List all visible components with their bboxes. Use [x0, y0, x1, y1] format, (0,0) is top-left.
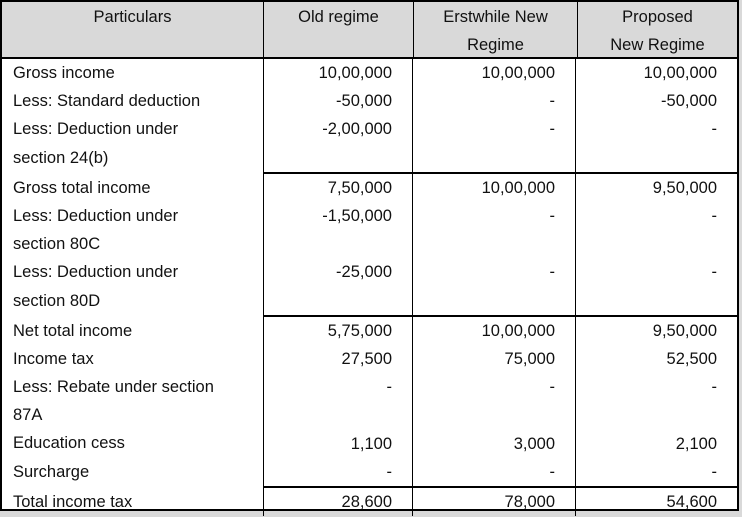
proposed-new-regime-column — [575, 174, 737, 315]
erstwhile-new-regime-value: - — [549, 378, 555, 397]
row-label: Education cess — [13, 434, 125, 453]
old-regime-column — [263, 174, 412, 315]
header-proposed-new-regime — [577, 2, 737, 57]
erstwhile-new-regime-column — [412, 174, 575, 315]
row-label: Less: Deduction under — [13, 263, 179, 282]
old-regime-value: - — [386, 462, 392, 481]
row-label: Income tax — [13, 349, 94, 368]
header-label: Particulars — [93, 8, 172, 26]
row-group — [2, 59, 737, 172]
proposed-new-regime-value: 2,100 — [675, 434, 717, 453]
erstwhile-new-regime-value: - — [549, 263, 555, 282]
old-regime-column — [263, 317, 412, 486]
proposed-new-regime-value: - — [711, 263, 717, 282]
particulars-column — [2, 488, 263, 516]
erstwhile-new-regime-value: 10,00,000 — [481, 64, 555, 82]
row-label: 87A — [13, 406, 43, 425]
proposed-new-regime-column — [575, 488, 737, 516]
old-regime-value: - — [386, 378, 392, 397]
old-regime-value: -50,000 — [336, 92, 392, 111]
proposed-new-regime-value: - — [711, 462, 717, 481]
row-label: Less: Standard deduction — [13, 92, 201, 111]
erstwhile-new-regime-column — [412, 488, 575, 516]
row-label: Less: Deduction under — [13, 206, 179, 225]
row-label: Gross income — [13, 64, 115, 82]
header-erstwhile-new-regime — [413, 2, 577, 57]
particulars-column — [2, 317, 263, 486]
proposed-new-regime-value: - — [711, 206, 717, 225]
erstwhile-new-regime-column — [412, 59, 575, 172]
row-label: Gross total income — [13, 178, 151, 197]
header-old-regime — [263, 2, 413, 57]
erstwhile-new-regime-value: - — [549, 92, 555, 111]
erstwhile-new-regime-value: 78,000 — [504, 492, 555, 511]
row-group — [2, 315, 737, 486]
proposed-new-regime-column — [575, 59, 737, 172]
proposed-new-regime-value: -50,000 — [661, 92, 717, 111]
proposed-new-regime-value: 9,50,000 — [652, 178, 717, 197]
erstwhile-new-regime-value: 10,00,000 — [481, 321, 555, 340]
erstwhile-new-regime-value: - — [549, 462, 555, 481]
old-regime-value: 27,500 — [341, 349, 392, 368]
particulars-column — [2, 174, 263, 315]
separator-mask — [2, 486, 263, 488]
row-group — [2, 172, 737, 315]
row-label: section 80D — [13, 291, 101, 310]
particulars-column — [2, 59, 263, 172]
header-label: Proposed New Regime — [610, 8, 705, 54]
erstwhile-new-regime-value: - — [549, 120, 555, 139]
header-label: Old regime — [298, 8, 379, 26]
old-regime-value: 10,00,000 — [318, 64, 392, 82]
row-group — [2, 486, 737, 516]
old-regime-value: 1,100 — [350, 434, 392, 453]
proposed-new-regime-value: - — [711, 378, 717, 397]
old-regime-column — [263, 488, 412, 516]
proposed-new-regime-value: - — [711, 120, 717, 139]
row-label: Less: Deduction under — [13, 120, 179, 139]
old-regime-value: 7,50,000 — [327, 178, 392, 197]
row-label: section 80C — [13, 235, 101, 254]
header-label: Erstwhile New Regime — [443, 8, 548, 54]
erstwhile-new-regime-column — [412, 317, 575, 486]
separator-mask — [2, 172, 263, 174]
table-body — [2, 59, 737, 516]
row-label: Net total income — [13, 321, 133, 340]
proposed-new-regime-column — [575, 317, 737, 486]
erstwhile-new-regime-value: - — [549, 206, 555, 225]
old-regime-column — [263, 59, 412, 172]
header-particulars — [2, 2, 263, 57]
row-label: section 24(b) — [13, 148, 109, 167]
erstwhile-new-regime-value: 3,000 — [513, 434, 555, 453]
old-regime-value: 28,600 — [341, 492, 392, 511]
separator-mask — [2, 315, 263, 317]
old-regime-value: 5,75,000 — [327, 321, 392, 340]
proposed-new-regime-value: 54,600 — [666, 492, 717, 511]
erstwhile-new-regime-value: 75,000 — [504, 349, 555, 368]
row-label: Less: Rebate under section — [13, 378, 214, 397]
row-label: Surcharge — [13, 462, 90, 481]
proposed-new-regime-value: 52,500 — [666, 349, 717, 368]
erstwhile-new-regime-value: 10,00,000 — [481, 178, 555, 197]
old-regime-value: -1,50,000 — [322, 206, 392, 225]
proposed-new-regime-value: 9,50,000 — [652, 321, 717, 340]
old-regime-value: -25,000 — [336, 263, 392, 282]
row-label: Total income tax — [13, 492, 133, 511]
old-regime-value: -2,00,000 — [322, 120, 392, 139]
proposed-new-regime-value: 10,00,000 — [643, 64, 717, 82]
table-header — [2, 2, 737, 59]
